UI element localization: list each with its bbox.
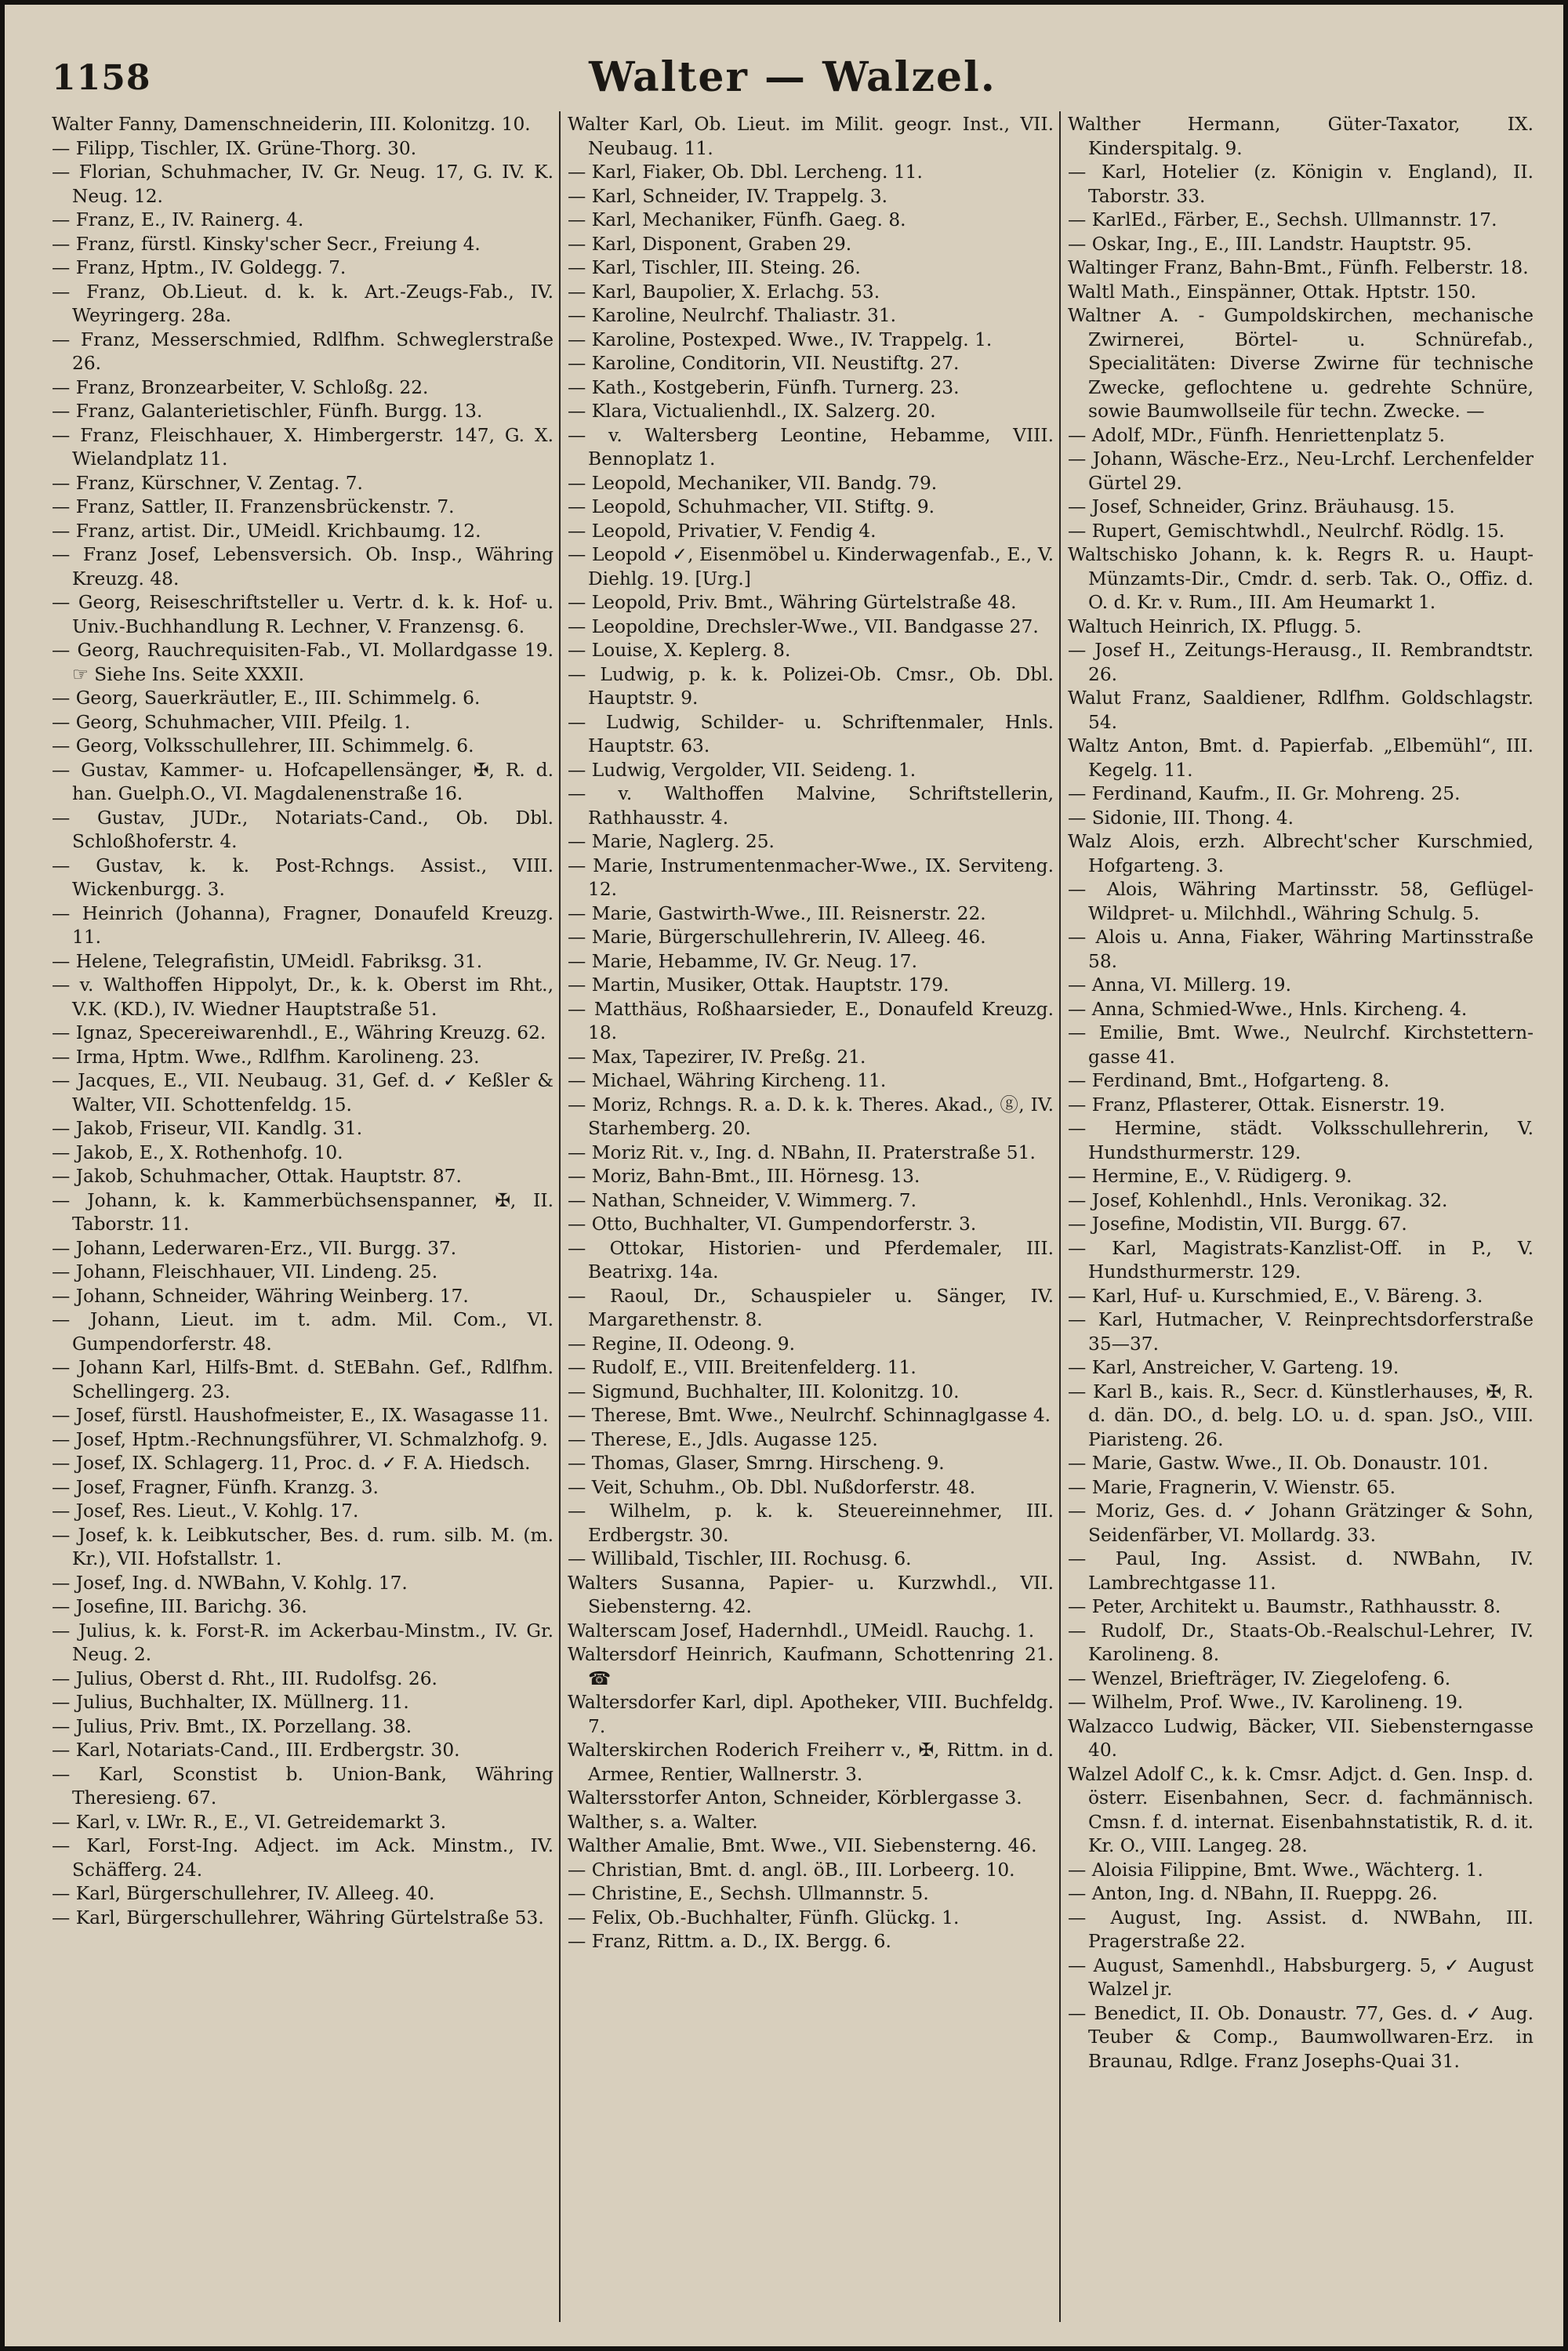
- directory-entry: — v. Walthoffen Hippolyt, Dr., k. k. Oberst im Rht., V.K. (KD.), IV. Wiedner Hauptstraße 51.: [52, 974, 554, 1020]
- column-divider: [1059, 111, 1061, 2322]
- directory-entry: — Ferdinand, Bmt., Hofgarteng. 8.: [1068, 1070, 1390, 1091]
- directory-entry: Waltersdorfer Karl, dipl. Apotheker, VIII. Buchfeldg. 7.: [568, 1692, 1054, 1737]
- directory-entry: — Georg, Schuhmacher, VIII. Pfeilg. 1.: [52, 711, 411, 733]
- page-header: [52, 53, 1534, 108]
- directory-entry: — Karl, Baupolier, X. Erlachg. 53.: [568, 281, 880, 303]
- directory-entry: — Rudolf, E., VIII. Breitenfelderg. 11.: [568, 1357, 916, 1378]
- directory-entry: Walterskirchen Roderich Freiherr v., ✠, Rittm. in d. Armee, Rentier, Wallnerstr. 3.: [568, 1740, 1054, 1785]
- directory-entry: — Karl, Anstreicher, V. Garteng. 19.: [1068, 1357, 1399, 1378]
- directory-entry: — Leopoldine, Drechsler-Wwe., VII. Bandgasse 27.: [568, 615, 1039, 637]
- directory-entry: — Leopold ✓, Eisenmöbel u. Kinderwagenfab., E., V. Diehlg. 19. [Urg.]: [568, 544, 1054, 590]
- directory-entry: — Marie, Instrumentenmacher-Wwe., IX. Serviteng. 12.: [568, 854, 1054, 900]
- directory-entry: — Florian, Schuhmacher, IV. Gr. Neug. 17, G. IV. K. Neug. 12.: [52, 161, 554, 207]
- directory-entry: — Therese, Bmt. Wwe., Neulrchf. Schinnaglgasse 4.: [568, 1405, 1051, 1426]
- directory-entry: — Johann, Wäsche-Erz., Neu-Lrchf. Lerchenfelder Gürtel 29.: [1068, 448, 1534, 494]
- directory-entry: — Franz, fürstl. Kinsky'scher Secr., Freiung 4.: [52, 233, 481, 255]
- directory-entry: — Michael, Währing Kircheng. 11.: [568, 1070, 887, 1091]
- directory-entry: — Veit, Schuhm., Ob. Dbl. Nußdorferstr. 48.: [568, 1476, 976, 1498]
- directory-entry: — Ottokar, Historien- und Pferdemaler, III. Beatrixg. 14a.: [568, 1237, 1054, 1283]
- directory-entry: — Josef, Res. Lieut., V. Kohlg. 17.: [52, 1500, 359, 1522]
- directory-entry: — Paul, Ing. Assist. d. NWBahn, IV. Lambrechtgasse 11.: [1068, 1548, 1534, 1594]
- running-head: Walter — Walzel.: [589, 53, 996, 101]
- directory-entry: Walter Fanny, Damenschneiderin, III. Kolonitzg. 10.: [52, 114, 531, 135]
- directory-entry: Walz Alois, erzh. Albrecht'scher Kurschmied, Hofgarteng. 3.: [1068, 831, 1534, 876]
- directory-entry: Walut Franz, Saaldiener, Rdlfhm. Goldschlagstr. 54.: [1068, 688, 1534, 733]
- directory-entry: Walzel Adolf C., k. k. Cmsr. Adjct. d. Gen. Insp. d. österr. Eisenbahnen, Secr. d. fachmännisch. Cmsn. f. d. internat. Eisenbahnstatistik, R. d. it. Kr. O., VIII. Langeg. 28.: [1068, 1763, 1534, 1856]
- directory-entry: — Johann, Lederwaren-Erz., VII. Burgg. 37.: [52, 1237, 457, 1259]
- directory-entry: — Jakob, Friseur, VII. Kandlg. 31.: [52, 1118, 363, 1139]
- directory-entry: — Marie, Gastwirth-Wwe., III. Reisnerstr. 22.: [568, 902, 986, 924]
- directory-entry: — Julius, Priv. Bmt., IX. Porzellang. 38.: [52, 1715, 412, 1737]
- directory-entry: — Franz, Hptm., IV. Goldegg. 7.: [52, 257, 347, 278]
- directory-entry: — Georg, Rauchrequisiten-Fab., VI. Mollardgasse 19. ☞ Siehe Ins. Seite XXXII.: [52, 640, 554, 685]
- directory-entry: — Karl, Forst-Ing. Adject. im Ack. Minstm., IV. Schäfferg. 24.: [52, 1835, 554, 1881]
- directory-entry: — Karl, Schneider, IV. Trappelg. 3.: [568, 185, 888, 207]
- directory-entry: — Emilie, Bmt. Wwe., Neulrchf. Kirchstettern-gasse 41.: [1068, 1022, 1534, 1068]
- directory-entry: — Peter, Architekt u. Baumstr., Rathhausstr. 8.: [1068, 1596, 1501, 1617]
- directory-entry: — Josef H., Zeitungs-Herausg., II. Rembrandtstr. 26.: [1068, 640, 1534, 685]
- directory-entry: — August, Ing. Assist. d. NWBahn, III. Pragerstraße 22.: [1068, 1907, 1534, 1952]
- directory-entry: Walzacco Ludwig, Bäcker, VII. Siebensterngasse 40.: [1068, 1715, 1534, 1761]
- directory-entry: — Karl, Notariats-Cand., III. Erdbergstr. 30.: [52, 1740, 460, 1761]
- directory-entry: — Filipp, Tischler, IX. Grüne-Thorg. 30.: [52, 137, 417, 159]
- directory-entry: — Rupert, Gemischtwhdl., Neulrchf. Rödlg. 15.: [1068, 520, 1505, 542]
- directory-entry: — Marie, Gastw. Wwe., II. Ob. Donaustr. 101.: [1068, 1453, 1489, 1474]
- directory-entry: — Franz, Kürschner, V. Zentag. 7.: [52, 472, 363, 494]
- directory-entry: — Ferdinand, Kaufm., II. Gr. Mohreng. 25.: [1068, 783, 1461, 804]
- directory-entry: — Karoline, Neulrchf. Thaliastr. 31.: [568, 305, 897, 326]
- column-divider: [559, 111, 561, 2322]
- directory-entry: — Leopold, Schuhmacher, VII. Stiftg. 9.: [568, 496, 935, 517]
- directory-entry: — Josef, k. k. Leibkutscher, Bes. d. rum. silb. M. (m. Kr.), VII. Hofstallstr. 1.: [52, 1524, 554, 1569]
- directory-entry: — Karl, v. LWr. R., E., VI. Getreidemarkt 3.: [52, 1811, 447, 1833]
- directory-entry: — Karl, Bürgerschullehrer, Währing Gürtelstraße 53.: [52, 1907, 544, 1928]
- directory-entry: — Johann, Lieut. im t. adm. Mil. Com., VI. Gumpendorferstr. 48.: [52, 1309, 554, 1355]
- directory-entry: — Ludwig, Schilder- u. Schriftenmaler, Hnls. Hauptstr. 63.: [568, 711, 1054, 756]
- directory-entry: — Karl, Fiaker, Ob. Dbl. Lercheng. 11.: [568, 161, 923, 183]
- directory-entry: — Marie, Fragnerin, V. Wienstr. 65.: [1068, 1476, 1396, 1498]
- directory-entry: — Karl, Magistrats-Kanzlist-Off. in P., V. Hundsthurmerstr. 129.: [1068, 1237, 1534, 1283]
- directory-entry: — v. Waltersberg Leontine, Hebamme, VIII. Bennoplatz 1.: [568, 424, 1054, 470]
- directory-entry: — v. Walthoffen Malvine, Schriftstellerin, Rathhausstr. 4.: [568, 783, 1054, 829]
- directory-entry: — Irma, Hptm. Wwe., Rdlfhm. Karolineng. 23.: [52, 1046, 480, 1068]
- directory-entry: Walther, s. a. Walter.: [568, 1811, 758, 1833]
- directory-entry: — Wilhelm, p. k. k. Steuereinnehmer, III. Erdbergstr. 30.: [568, 1500, 1054, 1546]
- directory-entry: — Karl, Huf- u. Kurschmied, E., V. Bäreng. 3.: [1068, 1285, 1483, 1307]
- directory-entry: — Josef, fürstl. Haushofmeister, E., IX. Wasagasse 11.: [52, 1405, 549, 1426]
- directory-entry: — Moriz, Ges. d. ✓ Johann Grätzinger & Sohn, Seidenfärber, VI. Mollardg. 33.: [1068, 1500, 1534, 1546]
- directory-entry: — Gustav, JUDr., Notariats-Cand., Ob. Dbl. Schloßhoferstr. 4.: [52, 807, 554, 852]
- directory-entry: — Ignaz, Specereiwarenhdl., E., Währing Kreuzg. 62.: [52, 1022, 546, 1043]
- directory-entry: — Heinrich (Johanna), Fragner, Donaufeld Kreuzg. 11.: [52, 902, 554, 948]
- directory-entry: Walter Karl, Ob. Lieut. im Milit. geogr. Inst., VII. Neubaug. 11.: [568, 114, 1054, 159]
- column-middle: [568, 113, 1054, 2324]
- directory-entry: Waltschisko Johann, k. k. Regrs R. u. Haupt-Münzamts-Dir., Cmdr. d. serb. Tak. O., Offiz. d. O. d. Kr. v. Rum., III. Am Heumarkt 1.: [1068, 544, 1534, 613]
- column-left: [52, 113, 554, 2324]
- directory-entry: Walther Hermann, Güter-Taxator, IX. Kinderspitalg. 9.: [1068, 114, 1534, 159]
- directory-entry: — Hermine, städt. Volksschullehrerin, V. Hundsthurmerstr. 129.: [1068, 1118, 1534, 1163]
- directory-entry: Waltner A. - Gumpoldskirchen, mechanische Zwirnerei, Börtel- u. Schnürefab., Specialitäten: Diverse Zwirne für technische Zwecke, geflochtene u. gedrehte Schnüre, sowie Baumwollseile für techn. Zwecke. —: [1068, 305, 1534, 422]
- column-right: [1068, 113, 1534, 2324]
- directory-entry: — Marie, Naglerg. 25.: [568, 831, 775, 852]
- directory-entry: — Oskar, Ing., E., III. Landstr. Hauptstr. 95.: [1068, 233, 1472, 255]
- directory-entry: — August, Samenhdl., Habsburgerg. 5, ✓ August Walzel jr.: [1068, 1954, 1534, 2000]
- directory-entry: — Josef, Ing. d. NWBahn, V. Kohlg. 17.: [52, 1572, 408, 1594]
- directory-entry: Walther Amalie, Bmt. Wwe., VII. Siebensterng. 46.: [568, 1835, 1037, 1856]
- directory-entry: — Ludwig, p. k. k. Polizei-Ob. Cmsr., Ob. Dbl. Hauptstr. 9.: [568, 663, 1054, 709]
- directory-entry: — Karl, Tischler, III. Steing. 26.: [568, 257, 861, 278]
- directory-entry: Walters Susanna, Papier- u. Kurzwhdl., VII. Siebensterng. 42.: [568, 1572, 1054, 1617]
- directory-entry: — Marie, Bürgerschullehrerin, IV. Alleeg. 46.: [568, 927, 986, 948]
- directory-entry: — Klara, Victualienhdl., IX. Salzerg. 20.: [568, 401, 936, 422]
- directory-entry: — Karl, Sconstist b. Union-Bank, Währing Theresieng. 67.: [52, 1763, 554, 1809]
- directory-entry: — Wenzel, Briefträger, IV. Ziegelofeng. 6.: [1068, 1667, 1451, 1689]
- directory-entry: — Moriz Rit. v., Ing. d. NBahn, II. Praterstraße 51.: [568, 1141, 1036, 1163]
- directory-entry: — Georg, Sauerkräutler, E., III. Schimmelg. 6.: [52, 688, 481, 709]
- directory-entry: — Franz, artist. Dir., UMeidl. Krichbaumg. 12.: [52, 520, 481, 542]
- directory-entry: — Matthäus, Roßhaarsieder, E., Donaufeld Kreuzg. 18.: [568, 998, 1054, 1043]
- directory-entry: — Karoline, Conditorin, VII. Neustiftg. 27.: [568, 353, 960, 374]
- page-number: 1158: [52, 58, 151, 98]
- directory-entry: Waltl Math., Einspänner, Ottak. Hptstr. 150.: [1068, 281, 1477, 303]
- directory-entry: — Moriz, Bahn-Bmt., III. Hörnesg. 13.: [568, 1166, 920, 1187]
- directory-entry: — Helene, Telegrafistin, UMeidl. Fabriksg. 31.: [52, 950, 483, 972]
- directory-entry: — Christian, Bmt. d. angl. öB., III. Lorbeerg. 10.: [568, 1859, 1015, 1881]
- directory-entry: — Nathan, Schneider, V. Wimmerg. 7.: [568, 1189, 916, 1211]
- directory-entry: — Johann, Schneider, Währing Weinberg. 17.: [52, 1285, 469, 1307]
- directory-entry: — Franz, Rittm. a. D., IX. Bergg. 6.: [568, 1931, 891, 1952]
- directory-entry: — Marie, Hebamme, IV. Gr. Neug. 17.: [568, 950, 918, 972]
- directory-entry: — Karl, Bürgerschullehrer, IV. Alleeg. 40.: [52, 1883, 435, 1904]
- directory-entry: — Georg, Volksschullehrer, III. Schimmelg. 6.: [52, 735, 474, 756]
- directory-entry: — Alois, Währing Martinsstr. 58, Geflügel-Wildpret- u. Milchhdl., Währing Schulg. 5.: [1068, 879, 1534, 924]
- directory-entry: — Louise, X. Keplerg. 8.: [568, 640, 791, 661]
- directory-entry: Waltersstorfer Anton, Schneider, Körblergasse 3.: [568, 1787, 1022, 1809]
- directory-entry: — Aloisia Filippine, Bmt. Wwe., Wächterg. 1.: [1068, 1859, 1483, 1881]
- directory-entry: — Otto, Buchhalter, VI. Gumpendorferstr. 3.: [568, 1214, 977, 1235]
- directory-entry: — Leopold, Priv. Bmt., Währing Gürtelstraße 48.: [568, 592, 1017, 613]
- directory-entry: — Karl, Hutmacher, V. Reinprechtsdorferstraße 35—37.: [1068, 1309, 1534, 1355]
- directory-entry: — Julius, Oberst d. Rht., III. Rudolfsg. 26.: [52, 1667, 437, 1689]
- directory-entry: — Anna, VI. Millerg. 19.: [1068, 974, 1291, 996]
- directory-entry: — Thomas, Glaser, Smrng. Hirscheng. 9.: [568, 1453, 945, 1474]
- directory-entry: Waltinger Franz, Bahn-Bmt., Fünfh. Felberstr. 18.: [1068, 257, 1529, 278]
- directory-entry: — Gustav, Kammer- u. Hofcapellensänger, ✠, R. d. han. Guelph.O., VI. Magdalenenstraße 16.: [52, 759, 554, 804]
- directory-entry: — Felix, Ob.-Buchhalter, Fünfh. Glückg. 1.: [568, 1907, 960, 1928]
- directory-entry: — KarlEd., Färber, E., Sechsh. Ullmannstr. 17.: [1068, 209, 1497, 230]
- directory-entry: — Gustav, k. k. Post-Rchngs. Assist., VIII. Wickenburgg. 3.: [52, 854, 554, 900]
- directory-entry: — Moriz, Rchngs. R. a. D. k. k. Theres. Akad., ⓖ, IV. Starhemberg. 20.: [568, 1094, 1054, 1139]
- directory-entry: — Johann, Fleischhauer, VII. Lindeng. 25.: [52, 1261, 438, 1283]
- directory-entry: — Franz, Pflasterer, Ottak. Eisnerstr. 19.: [1068, 1094, 1446, 1116]
- directory-entry: — Jakob, E., X. Rothenhofg. 10.: [52, 1141, 343, 1163]
- directory-entry: — Sidonie, III. Thong. 4.: [1068, 807, 1294, 829]
- directory-entry: — Martin, Musiker, Ottak. Hauptstr. 179.: [568, 974, 949, 996]
- directory-entry: — Willibald, Tischler, III. Rochusg. 6.: [568, 1548, 912, 1569]
- directory-entry: — Franz, Sattler, II. Franzensbrückenstr. 7.: [52, 496, 455, 517]
- directory-entry: — Ludwig, Vergolder, VII. Seideng. 1.: [568, 759, 916, 781]
- directory-entry: — Benedict, II. Ob. Donaustr. 77, Ges. d. ✓ Aug. Teuber & Comp., Baumwollwaren-Erz. in Braunau, Rdlge. Franz Josephs-Quai 31.: [1068, 2002, 1534, 2072]
- directory-entry: — Jakob, Schuhmacher, Ottak. Hauptstr. 87.: [52, 1166, 462, 1187]
- directory-entry: — Franz, Galanterietischler, Fünfh. Burgg. 13.: [52, 401, 483, 422]
- directory-entry: Waltersdorf Heinrich, Kaufmann, Schottenring 21. ☎: [568, 1644, 1054, 1689]
- directory-entry: — Josefine, III. Barichg. 36.: [52, 1596, 307, 1617]
- directory-entry: Walterscam Josef, Hadernhdl., UMeidl. Rauchg. 1.: [568, 1620, 1035, 1642]
- directory-entry: — Franz Josef, Lebensversich. Ob. Insp., Währing Kreuzg. 48.: [52, 544, 554, 590]
- directory-entry: — Julius, k. k. Forst-R. im Ackerbau-Minstm., IV. Gr. Neug. 2.: [52, 1620, 554, 1665]
- directory-entry: Waltuch Heinrich, IX. Pflugg. 5.: [1068, 615, 1362, 637]
- directory-entry: — Max, Tapezirer, IV. Preßg. 21.: [568, 1046, 866, 1068]
- directory-entry: — Karl, Mechaniker, Fünfh. Gaeg. 8.: [568, 209, 906, 230]
- directory-entry: — Alois u. Anna, Fiaker, Währing Martinsstraße 58.: [1068, 927, 1534, 972]
- directory-entry: — Franz, E., IV. Rainerg. 4.: [52, 209, 304, 230]
- directory-entry: — Johann Karl, Hilfs-Bmt. d. StEBahn. Gef., Rdlfhm. Schellingerg. 23.: [52, 1357, 554, 1402]
- directory-entry: — Christine, E., Sechsh. Ullmannstr. 5.: [568, 1883, 929, 1904]
- directory-entry: — Sigmund, Buchhalter, III. Kolonitzg. 10.: [568, 1380, 960, 1402]
- directory-entry: — Josef, IX. Schlagerg. 11, Proc. d. ✓ F. A. Hiedsch.: [52, 1453, 531, 1474]
- directory-entry: — Anna, Schmied-Wwe., Hnls. Kircheng. 4.: [1068, 998, 1468, 1020]
- directory-entry: — Josef, Schneider, Grinz. Bräuhausg. 15.: [1068, 496, 1455, 517]
- directory-entry: — Rudolf, Dr., Staats-Ob.-Realschul-Lehrer, IV. Karolineng. 8.: [1068, 1620, 1534, 1665]
- directory-entry: — Adolf, MDr., Fünfh. Henriettenplatz 5.: [1068, 424, 1445, 446]
- directory-entry: — Jacques, E., VII. Neubaug. 31, Gef. d. ✓ Keßler & Walter, VII. Schottenfeldg. 15.: [52, 1070, 554, 1116]
- directory-entry: — Josef, Fragner, Fünfh. Kranzg. 3.: [52, 1476, 379, 1498]
- directory-entry: — Josefine, Modistin, VII. Burgg. 67.: [1068, 1214, 1407, 1235]
- directory-entry: — Karl B., kais. R., Secr. d. Künstlerhauses, ✠, R. d. dän. DO., d. belg. LO. u. d. span. JsO., VIII. Piaristeng. 26.: [1068, 1380, 1534, 1450]
- directory-entry: — Julius, Buchhalter, IX. Müllnerg. 11.: [52, 1692, 409, 1713]
- directory-entry: — Karl, Hotelier (z. Königin v. England), II. Taborstr. 33.: [1068, 161, 1534, 207]
- directory-entry: — Franz, Fleischhauer, X. Himbergerstr. 147, G. X. Wielandplatz 11.: [52, 424, 554, 470]
- directory-entry: — Leopold, Privatier, V. Fendig 4.: [568, 520, 877, 542]
- directory-entry: — Hermine, E., V. Rüdigerg. 9.: [1068, 1166, 1352, 1187]
- directory-entry: — Franz, Ob.Lieut. d. k. k. Art.-Zeugs-Fab., IV. Weyringerg. 28a.: [52, 281, 554, 326]
- directory-entry: — Anton, Ing. d. NBahn, II. Rueppg. 26.: [1068, 1883, 1438, 1904]
- directory-entry: — Therese, E., Jdls. Augasse 125.: [568, 1428, 878, 1450]
- directory-entry: — Regine, II. Odeong. 9.: [568, 1333, 795, 1355]
- directory-entry: — Johann, k. k. Kammerbüchsenspanner, ✠, II. Taborstr. 11.: [52, 1189, 554, 1235]
- directory-entry: — Kath., Kostgeberin, Fünfh. Turnerg. 23.: [568, 376, 960, 398]
- directory-entry: — Raoul, Dr., Schauspieler u. Sänger, IV. Margarethenstr. 8.: [568, 1285, 1054, 1330]
- directory-entry: — Georg, Reiseschriftsteller u. Vertr. d. k. k. Hof- u. Univ.-Buchhandlung R. Lechner, V. Franzensg. 6.: [52, 592, 554, 637]
- directory-entry: — Josef, Kohlenhdl., Hnls. Veronikag. 32.: [1068, 1189, 1448, 1211]
- directory-entry: — Franz, Bronzearbeiter, V. Schloßg. 22.: [52, 376, 429, 398]
- directory-entry: Waltz Anton, Bmt. d. Papierfab. „Elbemühl“, III. Kegelg. 11.: [1068, 735, 1534, 781]
- directory-entry: — Leopold, Mechaniker, VII. Bandg. 79.: [568, 472, 938, 494]
- directory-entry: — Franz, Messerschmied, Rdlfhm. Schweglerstraße 26.: [52, 328, 554, 374]
- directory-entry: — Wilhelm, Prof. Wwe., IV. Karolineng. 19.: [1068, 1692, 1464, 1713]
- directory-entry: — Karl, Disponent, Graben 29.: [568, 233, 852, 255]
- directory-entry: — Josef, Hptm.-Rechnungsführer, VI. Schmalzhofg. 9.: [52, 1428, 548, 1450]
- directory-entry: — Karoline, Postexped. Wwe., IV. Trappelg. 1.: [568, 328, 993, 350]
